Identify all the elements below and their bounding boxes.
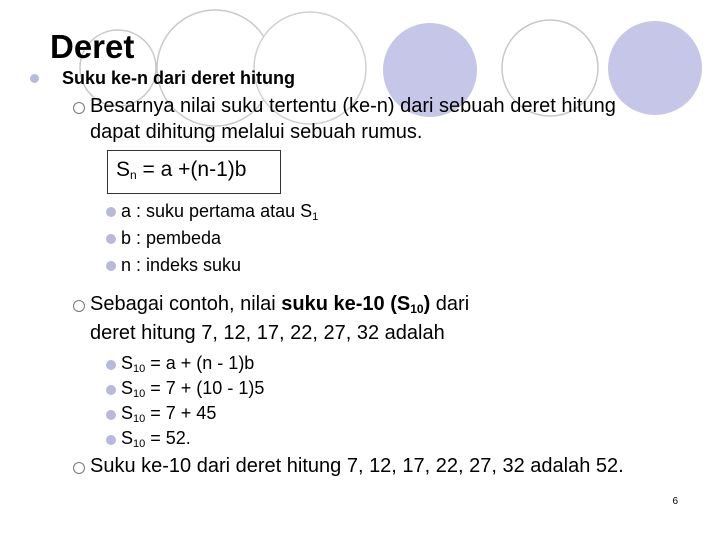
bullet-icon bbox=[106, 261, 116, 271]
step-3: S10 = 7 + 45 bbox=[121, 403, 217, 425]
example-line-1: Sebagai contoh, nilai suku ke-10 $(S_{10})$ dari bbox=[90, 293, 470, 316]
intro-line-2: dapat dihitung melalui sebuah rumus. bbox=[90, 121, 423, 143]
step-4: S10 = 52. bbox=[121, 428, 191, 450]
example-line-2: deret hitung 7, 12, 17, 22, 27, 32 adalah bbox=[90, 322, 445, 344]
definition-b: b : pembeda bbox=[121, 228, 222, 248]
bullet-icon bbox=[106, 410, 116, 420]
bullet-icon bbox=[106, 435, 116, 445]
section-heading: Suku ke-n dari deret hitung bbox=[62, 68, 296, 88]
definition-n: n : indeks suku bbox=[121, 255, 242, 275]
ring-bullet-icon bbox=[73, 462, 85, 474]
formula: $S_n = a +(n-1)b$ bbox=[116, 158, 247, 182]
slide-title: Deret bbox=[50, 28, 135, 65]
conclusion: Suku ke-10 dari deret hitung 7, 12, 17, 22, 27, 32 adalah 52. bbox=[90, 455, 624, 477]
bullet-icon bbox=[106, 360, 116, 370]
page-number: 6 bbox=[672, 496, 678, 507]
bullet-icon bbox=[106, 207, 116, 217]
intro-line-1: Besarnya nilai suku tertentu (ke-n) dari sebuah deret hitung bbox=[90, 95, 616, 117]
step-2: S10 = 7 + (10 - 1)5 bbox=[121, 378, 265, 400]
bullet-icon bbox=[106, 234, 116, 244]
bullet-icon bbox=[30, 74, 39, 83]
step-1: S10 = a + (n - 1)b bbox=[121, 353, 255, 375]
definition-a: a : suku pertama atau S1 bbox=[121, 201, 319, 223]
ring-bullet-icon bbox=[73, 102, 85, 114]
ring-bullet-icon bbox=[73, 300, 85, 312]
bullet-icon bbox=[106, 385, 116, 395]
deco-disc-filled bbox=[608, 21, 702, 115]
